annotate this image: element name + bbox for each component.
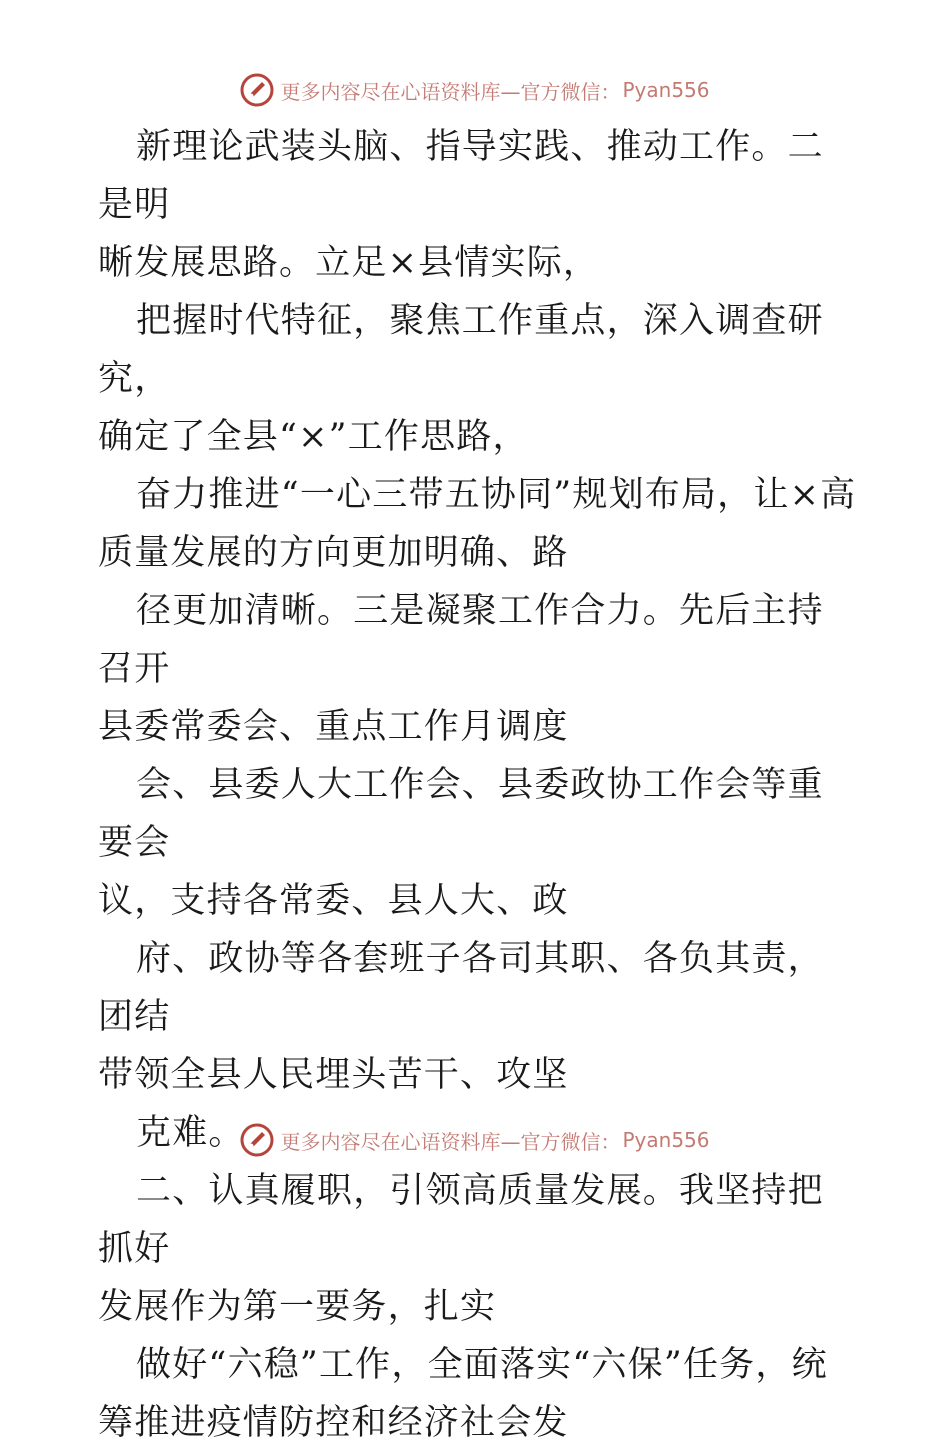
paragraph-line: 带领全县人民埋头苦干、攻坚: [98, 1055, 569, 1095]
paragraph: [98, 466, 858, 582]
watermark-wechat-id: Pyan556: [622, 78, 710, 102]
footer-watermark: [0, 1120, 950, 1160]
paragraph-line: 发展作为第一要务，扎实: [98, 1287, 497, 1327]
paragraph: [98, 930, 858, 1104]
paragraph-line: 筹推进疫情防控和经济社会发: [98, 1403, 569, 1443]
paragraph-line: 晰发展思路。立足×县情实际，: [98, 243, 600, 283]
logo-icon: [240, 1123, 274, 1157]
paragraph: [98, 118, 858, 292]
paragraph-line: 新理论武装头脑、指导实践、推动工作。二是明: [98, 127, 824, 225]
paragraph: [98, 292, 858, 466]
paragraph-line: 县委常委会、重点工作月调度: [98, 707, 569, 747]
paragraph-line: 会、县委人大工作会、县委政协工作会等重要会: [98, 765, 824, 863]
paragraph-line: 克难。: [136, 1113, 245, 1153]
paragraph-line: 奋力推进“一心三带五协同”规划布局，让×高: [136, 475, 857, 515]
logo-icon: [240, 73, 274, 107]
paragraph-line: 质量发展的方向更加明确、路: [98, 533, 569, 573]
paragraph: [98, 756, 858, 930]
paragraph-line: 二、认真履职，引领高质量发展。我坚持把抓好: [98, 1171, 824, 1269]
paragraph: [98, 582, 858, 756]
watermark-text: 更多内容尽在心语资料库—官方微信：: [280, 1129, 621, 1154]
paragraph-line: 议，支持各常委、县人大、政: [98, 881, 569, 921]
watermark-wechat-id: Pyan556: [622, 1128, 710, 1152]
paragraph: [98, 1336, 858, 1452]
paragraph-line: 府、政协等各套班子各司其职、各负其责，团结: [98, 939, 824, 1037]
header-watermark: [0, 70, 950, 110]
paragraph-line: 做好“六稳”工作，全面落实“六保”任务，统: [136, 1345, 828, 1385]
paragraph-line: 确定了全县“×”工作思路，: [98, 417, 529, 457]
watermark-text: 更多内容尽在心语资料库—官方微信：: [280, 79, 621, 104]
paragraph-line: 径更加清晰。三是凝聚工作合力。先后主持召开: [98, 591, 824, 689]
paragraph-line: 把握时代特征，聚焦工作重点，深入调查研究，: [98, 301, 824, 399]
paragraph: [98, 1162, 858, 1336]
document-body: [98, 118, 858, 1452]
